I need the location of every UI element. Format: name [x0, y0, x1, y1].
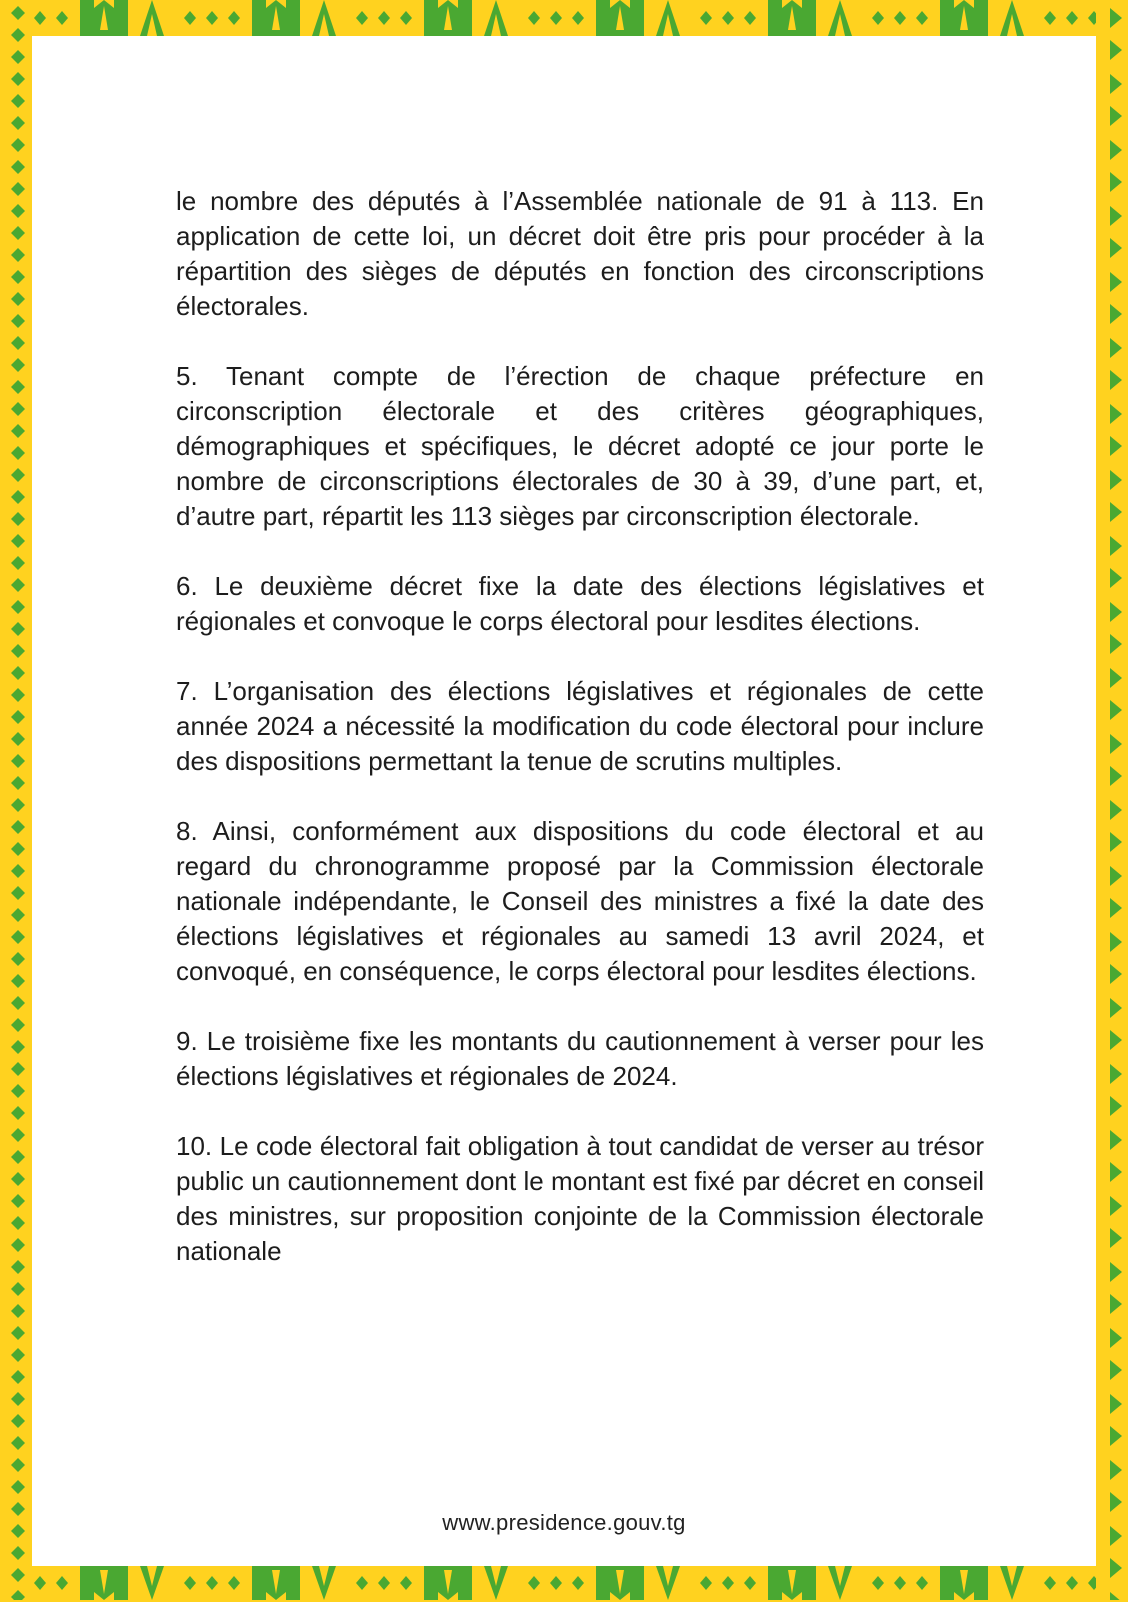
document-page [32, 36, 1096, 1566]
paragraph-6: 6. Le deuxième décret fixe la date des élections législatives et régionales et convoque le corps électoral pour lesdites élections. [176, 571, 984, 636]
footer-website-link[interactable]: www.presidence.gouv.tg [442, 1510, 686, 1535]
paragraph-continuation: le nombre des députés à l’Assemblée nationale de 91 à 113. En application de cette loi, un décret doit être pris pour procéder à la répartition des sièges de députés en fonction des circonscriptions électorales. [176, 186, 984, 321]
decorative-border-bottom [0, 1566, 1128, 1602]
paragraph-8: 8. Ainsi, conformément aux dispositions du code électoral et au regard du chronogramme proposé par la Commission électorale nationale indépendante, le Conseil des ministres a fixé la date des élections législatives et régionales au samedi 13 avril 2024, et convoqué, en conséquence, le corps électoral pour lesdites élections. [176, 816, 984, 986]
paragraph-7: 7. L’organisation des élections législatives et régionales de cette année 2024 a nécessité la modification du code électoral pour inclure des dispositions permettant la tenue de scrutins multiples. [176, 676, 984, 776]
document-body [176, 184, 984, 1269]
paragraph-9: 9. Le troisième fixe les montants du cautionnement à verser pour les élections législatives et régionales de 2024. [176, 1026, 984, 1091]
decorative-border-left [0, 0, 32, 1600]
paragraph-10: 10. Le code électoral fait obligation à tout candidat de verser au trésor public un cautionnement dont le montant est fixé par décret en conseil des ministres, sur proposition conjointe de la Commission électorale nationale [176, 1131, 984, 1266]
decorative-border-top [0, 0, 1128, 36]
paragraph-5: 5. Tenant compte de l’érection de chaque préfecture en circonscription électorale et des critères géographiques, démographiques et spécifiques, le décret adopté ce jour porte le nombre de circonscriptions électorales de 30 à 39, d’une part, et, d’autre part, répartit les 113 sièges par circonscription électorale. [176, 361, 984, 531]
decorative-border-right [1096, 0, 1128, 1600]
